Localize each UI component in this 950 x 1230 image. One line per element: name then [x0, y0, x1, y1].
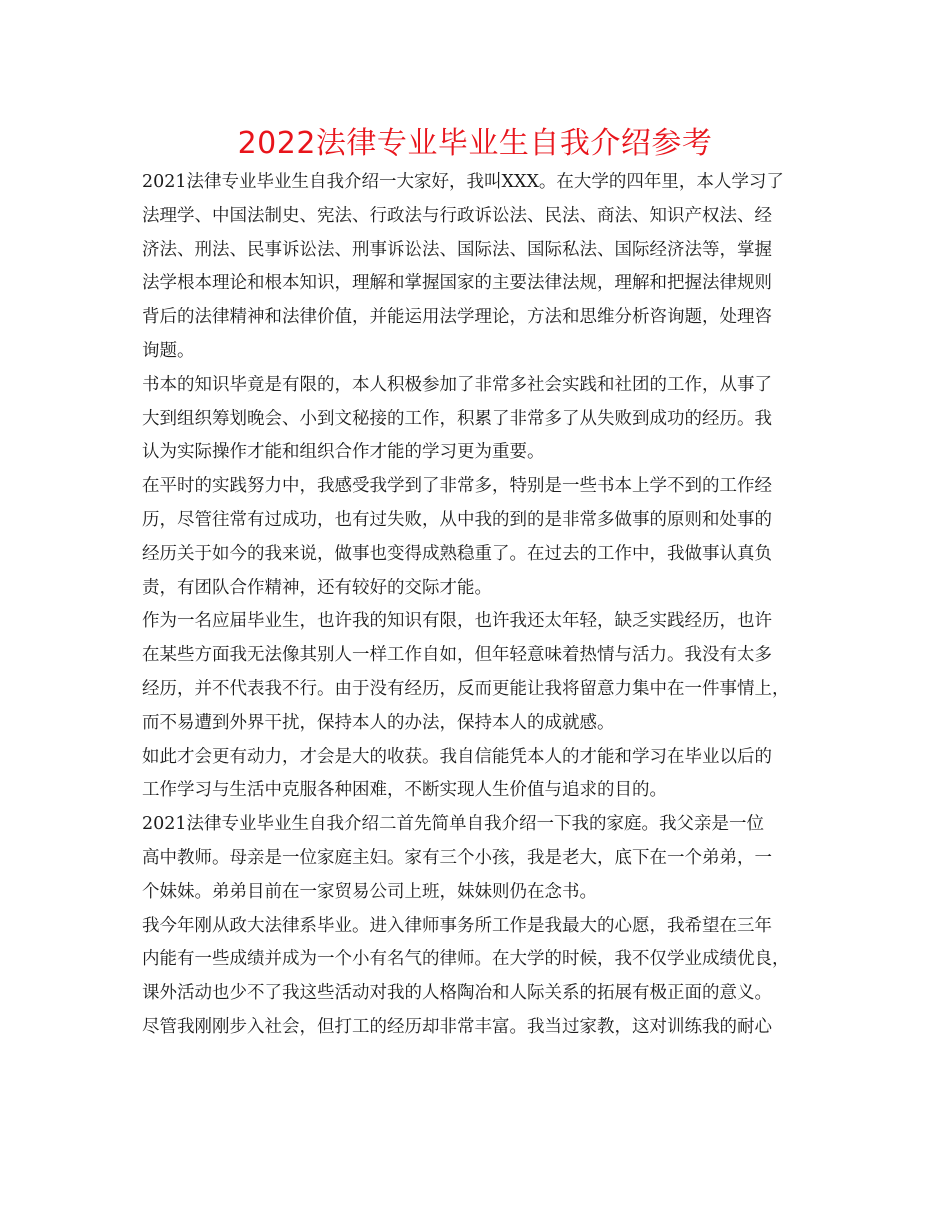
text-line: 经历关于如今的我来说，做事也变得成熟稳重了。在过去的工作中，我做事认真负: [142, 543, 772, 564]
text-line: 课外活动也少不了我这些活动对我的人格陶冶和人际关系的拓展有极正面的意义。: [142, 983, 772, 1004]
text-line: 认为实际操作才能和组织合作才能的学习更为重要。: [142, 442, 545, 463]
text-line: 内能有一些成绩并成为一个小有名气的律师。在大学的时候，我不仅学业成绩优良，: [142, 949, 790, 970]
text-line: 书本的知识毕竟是有限的，本人积极参加了非常多社会实践和社团的工作，从事了: [142, 374, 772, 395]
text-line: 法学根本理论和根本知识，理解和掌握国家的主要法律法规，理解和把握法律规则: [142, 273, 772, 294]
text-line: 背后的法律精神和法律价值，并能运用法学理论，方法和思维分析咨询题，处理咨: [142, 307, 772, 328]
text-line: 济法、刑法、民事诉讼法、刑事诉讼法、国际法、国际私法、国际经济法等，掌握: [142, 239, 772, 260]
text-line: 高中教师。母亲是一位家庭主妇。家有三个小孩，我是老大，底下在一个弟弟，一: [142, 847, 772, 868]
text-line: 2021法律专业毕业生自我介绍一大家好，我叫XXX。在大学的四年里，本人学习了: [142, 172, 784, 192]
text-line: 尽管我刚刚步入社会，但打工的经历却非常丰富。我当过家教，这对训练我的耐心: [142, 1016, 772, 1037]
text-line: 我今年刚从政大法律系毕业。进入律师事务所工作是我最大的心愿，我希望在三年: [142, 915, 772, 936]
text-line: 法理学、中国法制史、宪法、行政法与行政诉讼法、民法、商法、知识产权法、经: [142, 205, 772, 226]
text-line: 而不易遭到外界干扰，保持本人的办法，保持本人的成就感。: [142, 712, 615, 733]
text-line: 历，尽管往常有过成功，也有过失败，从中我的到的是非常多做事的原则和处事的: [142, 509, 772, 530]
text-line: 询题。: [142, 340, 195, 361]
text-line: 如此才会更有动力，才会是大的收获。我自信能凭本人的才能和学习在毕业以后的: [142, 746, 772, 767]
text-line: 责，有团队合作精神，还有较好的交际才能。: [142, 577, 492, 598]
text-line: 2021法律专业毕业生自我介绍二首先简单自我介绍一下我的家庭。我父亲是一位: [142, 814, 765, 835]
text-line: 工作学习与生活中克服各种困难，不断实现人生价值与追求的目的。: [142, 780, 667, 801]
text-line: 个妹妹。弟弟目前在一家贸易公司上班，妹妹则仍在念书。: [142, 881, 597, 902]
text-line: 经历，并不代表我不行。由于没有经历，反而更能让我将留意力集中在一件事情上，: [142, 678, 790, 699]
text-line: 在平时的实践努力中，我感受我学到了非常多，特别是一些书本上学不到的工作经: [142, 476, 772, 497]
document-title: 2022法律专业毕业生自我介绍参考: [237, 126, 713, 161]
text-line: 在某些方面我无法像其别人一样工作自如，但年轻意味着热情与活力。我没有太多: [142, 645, 772, 666]
text-line: 作为一名应届毕业生，也许我的知识有限，也许我还太年轻，缺乏实践经历，也许: [142, 611, 772, 632]
text-line: 大到组织筹划晚会、小到文秘接的工作，积累了非常多了从失败到成功的经历。我: [142, 408, 772, 429]
document-body: [142, 166, 812, 1045]
